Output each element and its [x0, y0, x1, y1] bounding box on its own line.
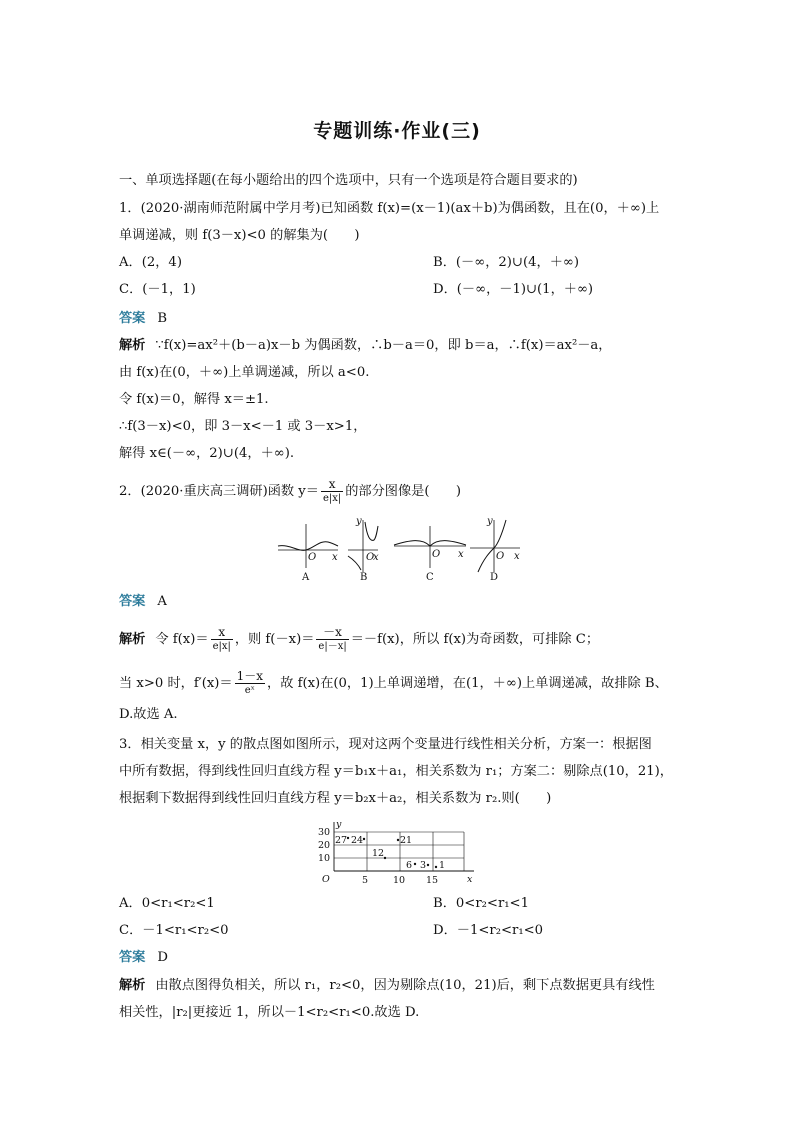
- axis-y-label: y: [356, 516, 362, 527]
- q2-graphs-figure: [270, 512, 530, 584]
- q3-stem-line2: 中所有数据，得到线性回归直线方程 y＝b₁x＋a₁，相关系数为 r₁；方案二：剔除点(10，21)，: [119, 764, 673, 779]
- solution-label: 解析: [119, 632, 146, 647]
- scatter-point: [384, 857, 386, 859]
- point-label: 24: [351, 835, 364, 846]
- solution-text: 由散点图得负相关，所以 r₁，r₂<0，因为剔除点(10，21)后，剩下点数据更具有线性: [155, 978, 655, 993]
- point-label: 21: [400, 835, 413, 846]
- solution-text: ∵f(x)=ax²＋(b－a)x－b 为偶函数，∴b－a＝0，即 b＝a，∴f(x)＝ax²－a，: [155, 338, 612, 353]
- answer-label: 答案: [119, 950, 146, 965]
- axis-x-label: x: [514, 551, 520, 562]
- q2-stem-post: 的部分图像是( ): [345, 484, 462, 499]
- y-tick: 10: [318, 853, 331, 864]
- point-label: 12: [372, 848, 385, 859]
- solution-text: 当 x>0 时，f′(x)＝: [119, 676, 233, 691]
- q2-fraction: [321, 478, 343, 505]
- graph-c: [394, 526, 466, 583]
- q3-option-d: D．－1<r₂<r₁<0: [433, 923, 544, 938]
- graph-b: [348, 516, 379, 583]
- fraction-numerator: x: [211, 626, 233, 640]
- scatter-point: [435, 866, 437, 868]
- q1-option-a: A．(2，4): [119, 255, 182, 270]
- q2-solution-line1: [119, 626, 599, 653]
- axis-origin: O: [366, 552, 375, 563]
- axis-x-label: x: [458, 549, 464, 560]
- graph-a: [278, 524, 338, 583]
- scatter-point: [363, 838, 365, 840]
- q1-stem-line1: 1．(2020·湖南师范附属中学月考)已知函数 f(x)=(x－1)(ax＋b)为偶函数，且在(0，＋∞)上: [119, 201, 660, 216]
- q1-option-c: C．(－1，1): [119, 282, 196, 297]
- graph-label-a: A: [302, 572, 310, 583]
- answer-value: B: [157, 311, 168, 326]
- q3-option-a: A．0<r₁<r₂<1: [119, 896, 215, 911]
- fraction-numerator: x: [321, 478, 343, 492]
- graph-d: [470, 516, 520, 583]
- scatter-point: [397, 839, 399, 841]
- answer-value: A: [157, 594, 167, 609]
- q2-solution-line3: D.故选 A.: [119, 707, 178, 722]
- x-tick: 15: [426, 875, 439, 886]
- fraction-denominator: e|－x|: [318, 641, 347, 652]
- q1-stem-line2: 单调递减，则 f(3－x)<0 的解集为( ): [119, 228, 360, 243]
- axis-x-label: x: [332, 552, 338, 563]
- q2-answer: [119, 593, 167, 611]
- point-label: 3: [420, 860, 427, 871]
- graph-label-c: C: [426, 572, 434, 583]
- solution-text: ＝－f(x)，所以 f(x)为奇函数，可排除 C；: [350, 632, 600, 647]
- q3-stem-line3: 根据剩下数据得到线性回归直线方程 y＝b₂x＋a₂，相关系数为 r₂.则( ): [119, 791, 552, 806]
- q1-solution-line5: 解得 x∈(－∞，2)∪(4，＋∞).: [119, 446, 295, 461]
- scatter-point: [414, 863, 416, 865]
- axis-origin: O: [496, 551, 505, 562]
- y-tick: 20: [318, 840, 331, 851]
- axis-origin: O: [432, 549, 441, 560]
- x-tick: 5: [362, 875, 369, 886]
- q3-solution-line1: [119, 977, 655, 995]
- answer-label: 答案: [119, 594, 146, 609]
- page-title: 专题训练·作业(三): [313, 120, 481, 142]
- point-label: 6: [406, 860, 413, 871]
- scatter-origin: O: [322, 874, 330, 885]
- q3-option-c: C．－1<r₁<r₂<0: [119, 923, 229, 938]
- fraction-denominator: eˣ: [244, 685, 255, 696]
- q1-solution-line3: 令 f(x)＝0，解得 x＝±1.: [119, 392, 269, 407]
- scatter-point: [427, 864, 429, 866]
- q1-solution-line4: ∴f(3－x)<0，即 3－x<－1 或 3－x>1，: [119, 419, 367, 434]
- axis-x-label: x: [373, 552, 379, 563]
- q2-solution-line2: [119, 670, 668, 697]
- answer-value: D: [157, 950, 168, 965]
- solution-label: 解析: [119, 978, 146, 993]
- solution-text: 令 f(x)＝: [155, 632, 209, 647]
- q3-solution-line2: 相关性，|r₂|更接近 1，所以－1<r₂<r₁<0.故选 D.: [119, 1005, 420, 1020]
- y-tick: 30: [318, 827, 331, 838]
- axis-y-label: y: [487, 516, 493, 527]
- solution-fraction: [211, 626, 233, 653]
- q2-stem-pre: 2．(2020·重庆高三调研)函数 y＝: [119, 484, 319, 499]
- fraction-numerator: －x: [316, 626, 348, 640]
- q2-stem: [119, 478, 461, 505]
- graph-label-d: D: [490, 572, 499, 583]
- q3-answer: [119, 949, 168, 967]
- scatter-point: [347, 837, 349, 839]
- x-tick: 10: [393, 875, 406, 886]
- q1-option-b: B．(－∞，2)∪(4，＋∞): [433, 255, 580, 270]
- scatter-y-label: y: [336, 819, 342, 830]
- answer-label: 答案: [119, 311, 146, 326]
- section-heading: 一、单项选择题(在每小题给出的四个选项中，只有一个选项是符合题目要求的): [119, 173, 578, 188]
- fraction-denominator: e|x|: [212, 641, 231, 652]
- scatter-x-label: x: [467, 874, 473, 885]
- q1-solution-line1: [119, 337, 611, 355]
- point-label: 1: [439, 860, 446, 871]
- solution-text: ，则 f(－x)＝: [234, 632, 315, 647]
- q1-solution-line2: 由 f(x)在(0，＋∞)上单调递减，所以 a<0.: [119, 365, 370, 380]
- axis-origin: O: [308, 552, 317, 563]
- q1-option-d: D．(－∞，－1)∪(1，＋∞): [433, 282, 594, 297]
- fraction-denominator: e|x|: [322, 493, 342, 504]
- q3-stem-line1: 3．相关变量 x，y 的散点图如图所示，现对这两个变量进行线性相关分析，方案一：根据图: [119, 737, 652, 752]
- scatter-points: [335, 835, 445, 871]
- q3-scatter-figure: [312, 818, 482, 886]
- point-label: 27: [335, 835, 348, 846]
- solution-label: 解析: [119, 338, 146, 353]
- solution-fraction: [235, 670, 265, 697]
- solution-text: ，故 f(x)在(0，1)上单调递增，在(1，＋∞)上单调递减，故排除 B、: [267, 676, 668, 691]
- graph-label-b: B: [360, 572, 368, 583]
- solution-fraction: [316, 626, 348, 653]
- fraction-numerator: 1－x: [236, 669, 264, 683]
- q3-option-b: B．0<r₂<r₁<1: [433, 896, 529, 911]
- q1-answer: [119, 310, 167, 328]
